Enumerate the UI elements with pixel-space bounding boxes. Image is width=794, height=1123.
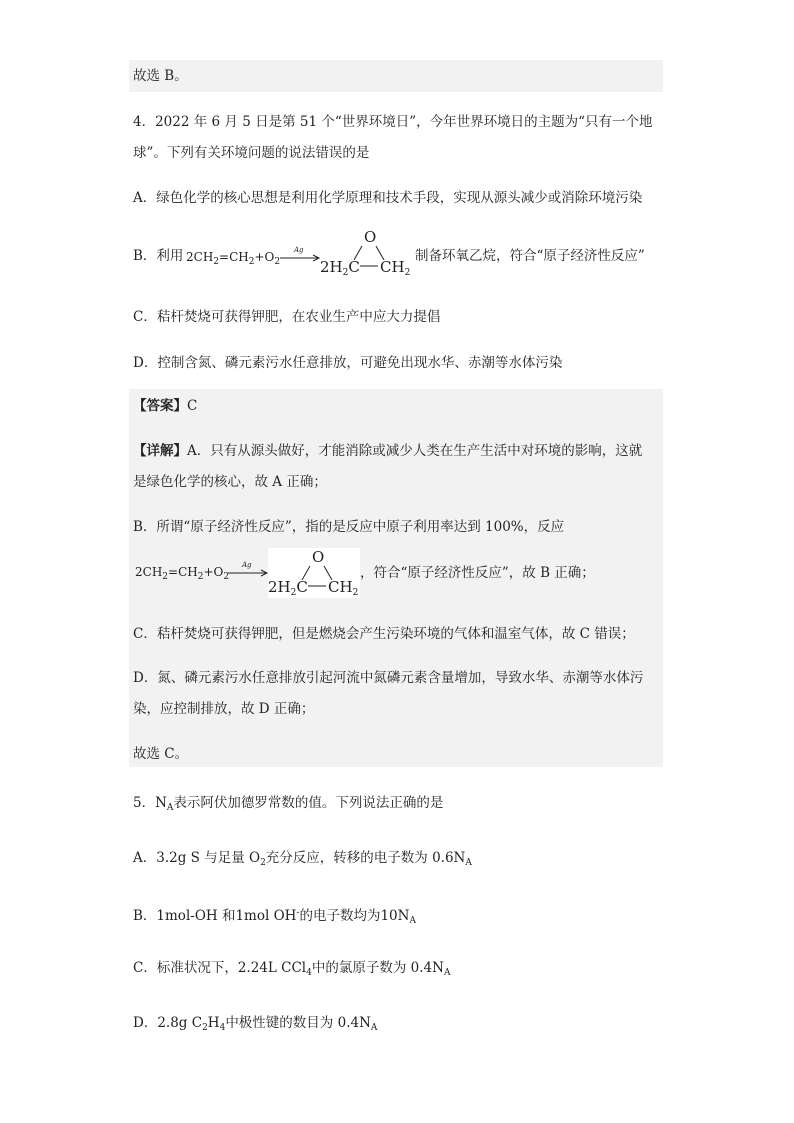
q4-reaction-equation: $2CH_2=CH_2+O_2$ — [186, 250, 281, 267]
q4-option-d: D．控制含氮、磷元素污水任意排放，可避免出现水华、赤潮等水体污染 — [133, 355, 563, 371]
q4-option-b — [133, 246, 183, 266]
prev-answer: 故选 B。 — [133, 68, 188, 84]
q4-detail-d2: 染，应控制排放，故 D 正确； — [133, 701, 315, 717]
answer-value: C — [187, 398, 198, 414]
prev-answer-block — [129, 60, 663, 92]
q5-option-a: A．3.2g S 与足量 $O_2$充分反应，转移的电子数为 $0.6N_A$ — [133, 850, 472, 868]
q4-option-b-prefix: B．利用 — [133, 248, 184, 264]
q4-stem-line1: 4．2022 年 6 月 5 日是第 51 个“世界环境日”，今年世界环境日的主题为“只有一个地 — [133, 114, 653, 130]
detail-label: 【详解】 — [133, 443, 187, 459]
q4-detail-c: C．秸杆焚烧可获得钾肥，但是燃烧会产生污染环境的气体和温室气体，故 C 错误； — [133, 626, 635, 642]
q4-answer — [133, 396, 197, 416]
q4-detail-d1: D．氮、磷元素污水任意排放引起河流中氮磷元素含量增加，导致水华、赤潮等水体污 — [133, 670, 644, 686]
q5-option-b: B．1mol-OH 和1mol OH-的电子数均为$10N_A$ — [133, 908, 416, 926]
q4-detail-a1: 【详解】A．只有从源头做好，才能消除或减少人类在生产生活中对环境的影响，这就 — [133, 443, 643, 459]
q5-option-c: C．标准状况下，2.24L CCl$_4$中的氯原子数为 $0.4N_A$ — [133, 960, 451, 978]
q4-detail-a2: 是绿色化学的核心，故 A 正确； — [133, 474, 327, 490]
q4-conclusion: 故选 C。 — [133, 746, 189, 762]
q4-option-a: A．绿色化学的核心思想是利用化学原理和技术手段，实现从源头减少或消除环境污染 — [133, 190, 643, 206]
detail-reaction-arrow: Ag — [228, 563, 270, 579]
q4-option-b-suffix: 制备环氧乙烷，符合“原子经济性反应” — [415, 248, 645, 264]
q4-option-c: C．秸杆焚烧可获得钾肥，在农业生产中应大力提倡 — [133, 309, 441, 325]
q4-reaction-arrow: Ag — [280, 248, 322, 264]
q4-stem-line2: 球”。下列有关环境问题的说法错误的是 — [133, 145, 370, 161]
q4-detail-b1: B．所谓“原子经济性反应”，指的是反应中原子利用率达到 100%，反应 — [133, 519, 565, 535]
q5-option-d: D．2.8g $C_2H_4$中极性键的数目为 $0.4N_A$ — [133, 1015, 378, 1033]
detail-reaction-equation: $2CH_2=CH_2+O_2$ — [135, 565, 230, 582]
detail-epoxide-structure: O $2H_2C$ $CH_2$ — [268, 548, 359, 598]
q4-detail-b2: ，符合“原子经济性反应”，故 B 正确； — [360, 565, 595, 581]
answer-label: 【答案】 — [133, 398, 187, 414]
q4-epoxide-structure: O $2H_2C$ $CH_2$ — [320, 228, 411, 278]
q5-stem: 5．$N_A$表示阿伏加德罗常数的值。下列说法正确的是 — [133, 795, 444, 813]
